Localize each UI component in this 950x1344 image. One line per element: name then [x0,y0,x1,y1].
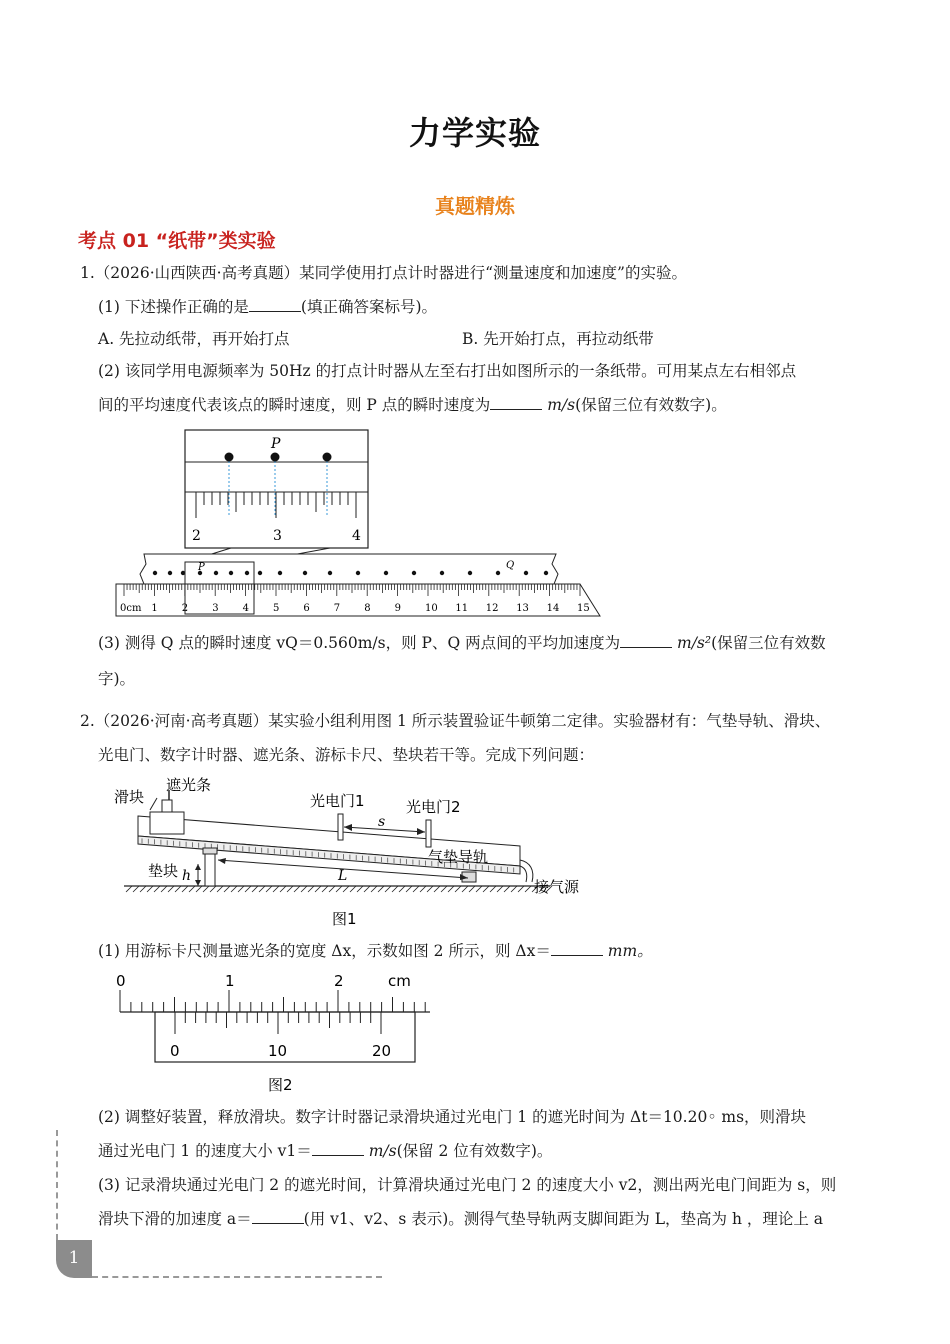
q1-part2-line1: (2) 该同学用电源频率为 50Hz 的打点计时器从左至右打出如图所示的一条纸带。可用某点左右相邻点 [98,362,797,380]
page-title: 力学实验 [408,114,541,152]
main-scale-ticks [120,990,425,1012]
tape-dot [245,571,249,575]
ground-hatch [126,886,552,892]
slider-label: 滑块 [114,788,145,806]
gate1-label: 光电门1 [310,792,365,810]
tape-dot [229,571,233,575]
hatch-line [140,886,146,892]
h-label: h [182,868,192,884]
ruler-label: 6 [303,603,310,614]
tape-dot [356,571,360,575]
hatch-line [301,886,307,892]
page-border-horizontal [92,1276,382,1278]
q1-part1: (1) 下述操作正确的是 (填正确答案标号)。 [98,298,437,316]
tape-dot [328,571,332,575]
hatch-line [371,886,377,892]
hatch-line [399,886,405,892]
section-heading: 考点 01 “纸带”类实验 [78,230,276,252]
hatch-line [434,886,440,892]
hatch-line [497,886,503,892]
hatch-line [357,886,363,892]
hatch-line [518,886,524,892]
hatch-line [462,886,468,892]
tape-dot [258,571,262,575]
zoom-label: 3 [273,528,282,544]
hatch-line [448,886,454,892]
tape-dot [278,571,282,575]
hatch-line [182,886,188,892]
unit-label: cm [388,972,411,990]
tape-dot [412,571,416,575]
vernier-label: 10 [268,1042,288,1060]
hatch-line [161,886,167,892]
hatch-line [294,886,300,892]
zoom-dot-p [271,453,280,462]
ruler-label: 0cm [120,603,142,614]
tape-dot [168,571,172,575]
hatch-line [196,886,202,892]
ruler-label: 5 [273,603,280,614]
hatch-line [329,886,335,892]
fig2-caption: 图2 [268,1076,293,1094]
hatch-line [238,886,244,892]
shade-strip [162,800,172,812]
hatch-line [273,886,279,892]
ruler-label: 13 [516,603,529,614]
hatch-line [511,886,517,892]
hatch-line [126,886,132,892]
answer-blank[interactable] [551,941,603,956]
support-block [205,852,215,886]
tape-dot [214,571,218,575]
q2-part3-line2: 滑块下滑的加速度 a＝ (用 v1、v2、s 表示)。测得气垫导轨两支脚间距为 L，垫高为 h ，理论上 a [98,1210,824,1228]
zoom-dot [323,453,332,462]
hatch-line [210,886,216,892]
q2-part3-line1: (3) 记录滑块通过光电门 2 的遮光时间，计算滑块通过光电门 2 的速度大小 v2，测出两光电门间距为 s，则 [98,1176,837,1194]
hatch-line [427,886,433,892]
L-label: L [338,868,348,884]
q2-stem-line2: 光电门、数字计时器、遮光条、游标卡尺、垫块若干等。完成下列问题： [98,746,595,764]
hatch-line [147,886,153,892]
q1-option-b: B. 先开始打点，再拉动纸带 [462,330,654,348]
page-number: 1 [56,1240,92,1278]
photogate-1 [338,814,343,840]
answer-blank[interactable] [252,1209,304,1224]
tape-dot [496,571,500,575]
main-label: 1 [225,972,235,990]
q2-part1: (1) 用游标卡尺测量遮光条的宽度 Δx，示数如图 2 所示，则 Δx＝ mm。 [98,942,653,960]
hatch-line [483,886,489,892]
vernier-scale-ticks [175,1012,381,1034]
tape-q-label: Q [506,560,515,571]
main-label: 2 [334,972,344,990]
hatch-line [469,886,475,892]
hatch-line [441,886,447,892]
air-track-figure [110,774,620,934]
hatch-line [133,886,139,892]
rail-label: 气垫导轨 [428,848,489,866]
answer-blank[interactable] [312,1141,364,1156]
hatch-line [168,886,174,892]
page-subtitle: 真题精炼 [435,194,515,218]
hatch-line [203,886,209,892]
ruler-label: 10 [425,603,438,614]
hatch-line [154,886,160,892]
hatch-line [245,886,251,892]
answer-blank[interactable] [620,633,672,648]
ruler-label: 9 [394,603,401,614]
vernier-figure [110,968,440,1098]
answer-blank[interactable] [249,297,301,312]
shade-label: 遮光条 [166,776,212,794]
zoom-label: 4 [352,528,361,544]
zoom-dot [225,453,234,462]
tape-dot [384,571,388,575]
hatch-line [350,886,356,892]
hatch-line [175,886,181,892]
hatch-line [504,886,510,892]
q2-stem-line1: 2.（2026·河南·高考真题）某实验小组利用图 1 所示装置验证牛顿第二定律。实验器材有：气垫导轨、滑块、 [80,712,831,730]
hatch-line [287,886,293,892]
hatch-line [343,886,349,892]
ruler-label: 11 [455,603,469,614]
hatch-line [525,886,531,892]
ruler-label: 7 [333,603,341,614]
tape-dot [524,571,528,575]
ruler-label: 1 [151,603,158,614]
air-label: 接气源 [534,878,580,896]
q1-option-a: A. 先拉动纸带，再开始打点 [98,330,290,348]
q1-part3-line1: (3) 测得 Q 点的瞬时速度 vQ＝0.560m/s，则 P、Q 两点间的平均加速度为 m/s²(保留三位有效数 [98,634,826,652]
slider [150,812,184,834]
hatch-line [308,886,314,892]
ruler-label: 14 [546,603,560,614]
hatch-line [455,886,461,892]
hatch-line [224,886,230,892]
tape-dot [440,571,444,575]
vernier-label: 0 [170,1042,180,1060]
ruler-label: 12 [485,603,499,614]
zoom-p-label: P [271,436,281,452]
hatch-line [252,886,258,892]
hatch-line [231,886,237,892]
hatch-line [364,886,370,892]
hatch-line [266,886,272,892]
hatch-line [476,886,482,892]
ruler-label: 3 [212,603,219,614]
photogate-2 [426,820,431,847]
gate2-label: 光电门2 [406,798,461,816]
hatch-line [413,886,419,892]
block-label: 垫块 [148,862,179,880]
ruler-label: 4 [242,603,249,614]
hatch-line [280,886,286,892]
page-border-vertical [56,1130,58,1240]
q1-part3-line2: 字)。 [98,670,136,688]
ruler-label: 8 [364,603,371,614]
hatch-line [420,886,426,892]
q1-part2-line2: 间的平均速度代表该点的瞬时速度，则 P 点的瞬时速度为 m/s(保留三位有效数字)。 [98,396,727,414]
vernier-label: 20 [372,1042,392,1060]
hatch-line [315,886,321,892]
hatch-line [490,886,496,892]
zoom-label: 2 [192,528,201,544]
hatch-line [378,886,384,892]
hatch-line [406,886,412,892]
q2-part2-line1: (2) 调整好装置，释放滑块。数字计时器记录滑块通过光电门 1 的遮光时间为 Δt＝10.20◦ ms，则滑块 [98,1108,807,1126]
hatch-line [336,886,342,892]
answer-blank[interactable] [490,395,542,410]
hatch-line [217,886,223,892]
paper-tape-figure [110,428,610,623]
hatch-line [189,886,195,892]
hatch-line [385,886,391,892]
tape-dot [544,571,548,575]
tape-dot [153,571,157,575]
s-label: s [378,814,386,830]
hatch-line [322,886,328,892]
ruler-label: 15 [577,603,590,614]
tape-p-label: P [198,562,205,573]
fig1-caption: 图1 [332,910,357,928]
q2-part2-line2: 通过光电门 1 的速度大小 v1＝ m/s(保留 2 位有效数字)。 [98,1142,553,1160]
hatch-line [259,886,265,892]
tape-dot [468,571,472,575]
tape-dot [303,571,307,575]
q1-stem: 1.（2026·山西陕西·高考真题）某同学使用打点计时器进行“测量速度和加速度”的实验。 [80,264,687,282]
hatch-line [392,886,398,892]
main-label: 0 [116,972,126,990]
ruler-label: 2 [181,603,189,614]
